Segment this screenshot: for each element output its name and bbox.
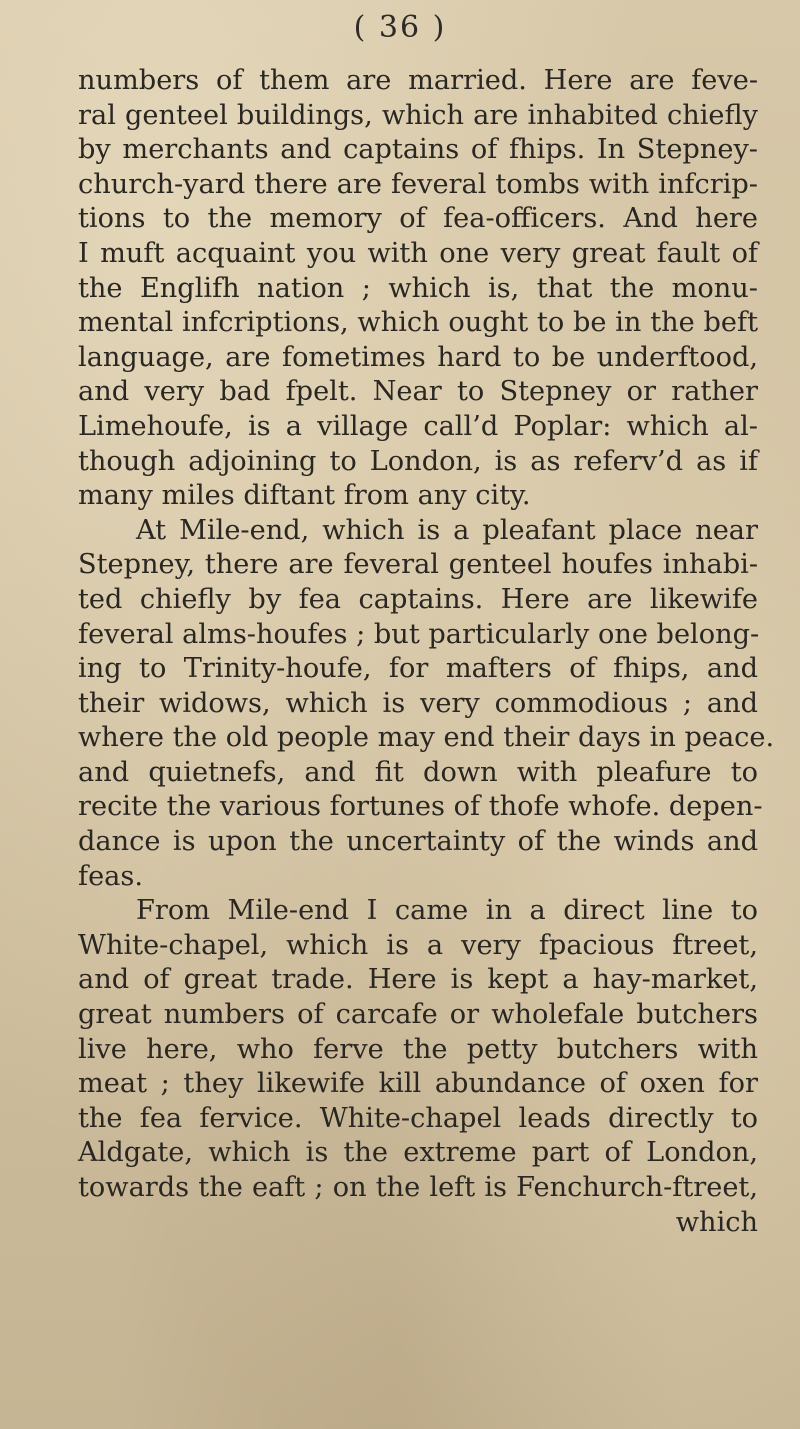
text-line: and quietnefs, and fit down with pleafure to [78,756,758,788]
text-line: though adjoining to London, is as referv’d as if [78,445,758,477]
text-line: church-yard there are feveral tombs with infcrip- [78,168,758,200]
text-line: where the old people may end their days in peace. [78,722,775,754]
text-line: Aldgate, which is the extreme part of London, [78,1137,758,1169]
text-line: and very bad fpelt. Near to Stepney or rather [78,376,758,408]
text-line: live here, who ferve the petty butchers with [78,1033,758,1065]
text-line: recite the various fortunes of thofe whofe. depen- [78,791,763,823]
text-line: ing to Trinity-houfe, for mafters of fhips, and [78,653,758,685]
text-line: dance is upon the uncertainty of the winds and [78,826,758,858]
text-line: mental infcriptions, which ought to be in the beft [78,307,758,339]
text-line: Limehoufe, is a village call’d Poplar: which al- [78,410,758,442]
catchword: which [675,1206,758,1238]
text-line: tions to the memory of fea-officers. And here [78,203,758,235]
text-line: the fea fervice. White-chapel leads directly to [78,1102,758,1134]
text-line: meat ; they likewife kill abundance of oxen for [78,1068,758,1100]
text-line: ted chiefly by fea captains. Here are likewife [78,583,758,615]
body-text [78,64,775,1240]
paragraph-start-line: From Mile-end I came in a direct line to [136,895,758,927]
text-line: great numbers of carcafe or wholefale butchers [78,999,758,1031]
text-line: feas. [78,860,143,892]
text-line: Stepney, there are feveral genteel houfes inhabi- [78,549,758,581]
text-line: towards the eaft ; on the left is Fenchurch-ftreet, [78,1172,758,1203]
text-line: ral genteel buildings, which are inhabited chiefly [78,99,758,131]
text-line: by merchants and captains of fhips. In Stepney- [78,134,758,166]
text-line: I muft acquaint you with one very great fault of [78,237,758,269]
text-line: their widows, which is very commodious ; and [78,687,758,719]
text-line: and of great trade. Here is kept a hay-market, [78,964,758,996]
text-line: White-chapel, which is a very fpacious ftreet, [78,929,758,961]
page-number: ( 36 ) [353,10,447,45]
text-line: numbers of them are married. Here are feve- [78,65,758,96]
text-line: language, are fometimes hard to be underftood, [78,341,758,373]
text-line: many miles diftant from any city. [78,480,531,512]
text-line: the Englifh nation ; which is, that the monu- [78,272,758,304]
paragraph-start-line: At Mile-end, which is a pleafant place near [136,514,758,546]
text-line: feveral alms-houfes ; but particularly one belong- [78,618,760,650]
